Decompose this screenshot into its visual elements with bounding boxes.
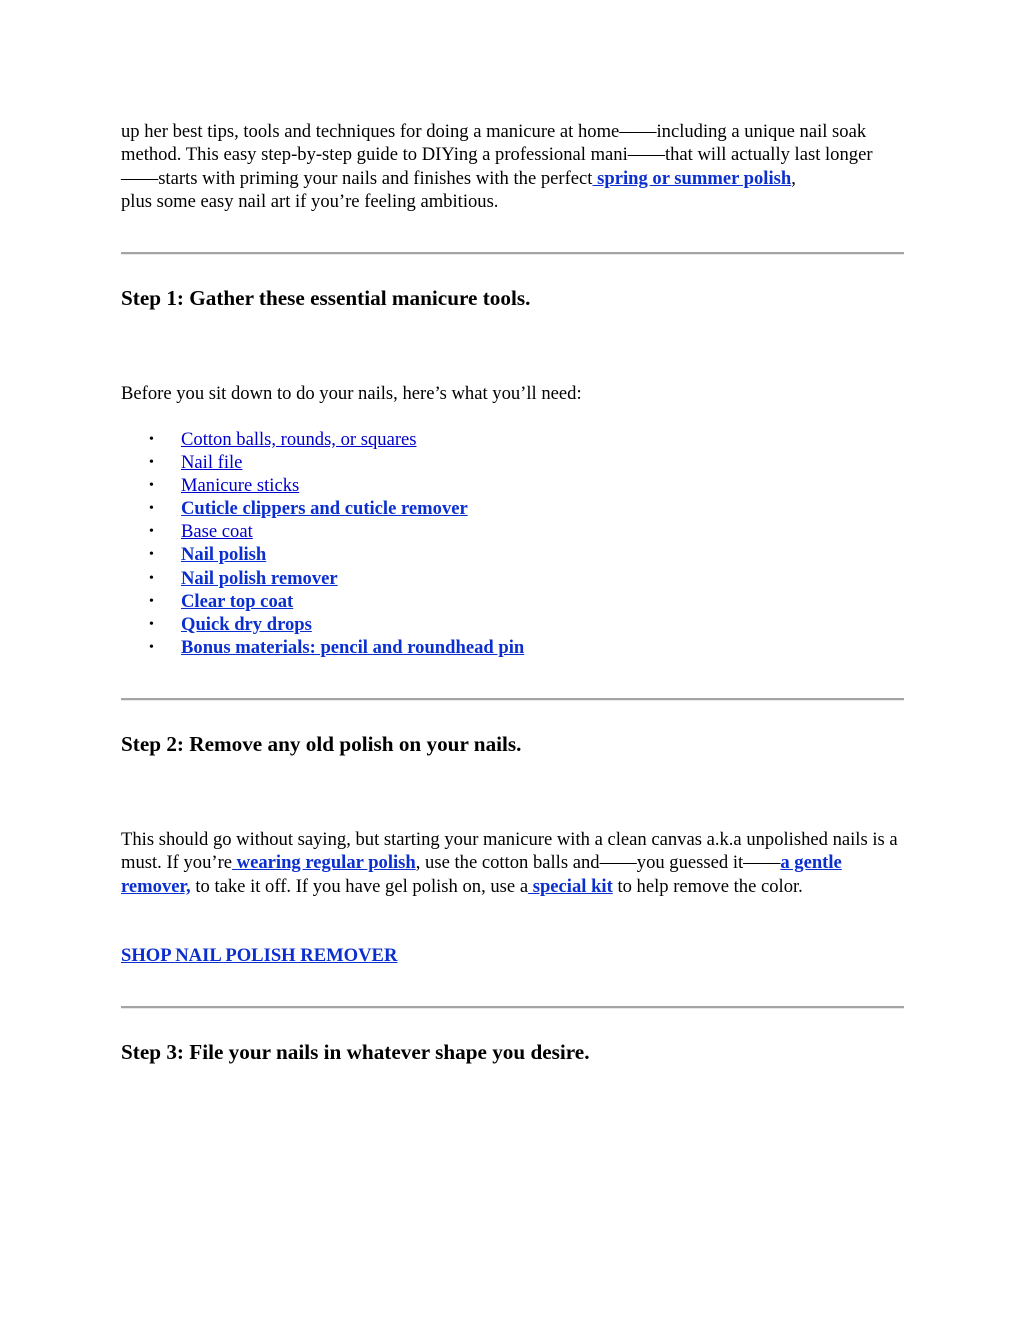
special-kit-link[interactable]: special kit: [528, 875, 613, 897]
list-item: [121, 567, 524, 590]
tool-link-base-coat[interactable]: Base coat: [181, 521, 253, 543]
list-item: [121, 520, 524, 543]
bullet: •: [149, 639, 154, 655]
intro-comma: ,: [791, 167, 796, 189]
gentle-remover-link[interactable]: a gentle remover,: [121, 852, 842, 897]
list-item: [121, 613, 524, 636]
divider-1: [121, 252, 904, 255]
spring-summer-polish-link[interactable]: spring or summer polish: [592, 167, 792, 189]
bullet: •: [149, 570, 154, 586]
bullet: •: [149, 524, 154, 540]
bullet: •: [149, 501, 154, 517]
tools-list: [121, 428, 524, 659]
step2-text: This should go without saying, but starting your manicure with a clean canvas a.k.a unpolished nails is a must. If you’re: [121, 829, 898, 874]
bullet: •: [149, 593, 154, 609]
step2-paragraph: [121, 828, 904, 898]
shop-nail-polish-remover-link[interactable]: SHOP NAIL POLISH REMOVER: [121, 945, 398, 966]
tool-link-nail-polish-remover[interactable]: Nail polish remover: [181, 567, 338, 589]
list-item: [121, 428, 524, 451]
regular-polish-link[interactable]: wearing regular polish: [232, 852, 416, 874]
step1-lead: Before you sit down to do your nails, here’s what you’ll need:: [121, 383, 582, 404]
bullet: •: [149, 455, 154, 471]
list-item: [121, 543, 524, 566]
intro-paragraph: [121, 120, 904, 213]
shop-link-wrapper: [121, 944, 397, 967]
bullet: •: [149, 478, 154, 494]
step2-text: to help remove the color.: [612, 875, 803, 897]
list-item: [121, 636, 524, 659]
bullet: •: [149, 616, 154, 632]
list-item: [121, 497, 524, 520]
tool-link-nail-polish[interactable]: Nail polish: [181, 544, 267, 566]
tool-link-clear-top-coat[interactable]: Clear top coat: [181, 590, 294, 612]
list-item: [121, 590, 524, 613]
step2-text: to take it off. If you have gel polish on, use a: [190, 875, 529, 897]
step1-heading: Step 1: Gather these essential manicure tools.: [121, 286, 531, 310]
tool-link-cotton-balls[interactable]: Cotton balls, rounds, or squares: [181, 429, 417, 450]
tool-link-cuticle-clippers[interactable]: Cuticle clippers and cuticle remover: [181, 498, 468, 520]
intro-text: up her best tips, tools and techniques for doing a manicure at home——including a unique nail soak method. This easy step-by-step guide to DIYing a professional mani——that will actually last longer——starts with priming your nails and finishes with the perfect: [121, 121, 873, 189]
tool-link-nail-file[interactable]: Nail file: [181, 452, 243, 474]
list-item: [121, 451, 524, 474]
tool-link-quick-dry-drops[interactable]: Quick dry drops: [181, 613, 312, 635]
divider-3: [121, 1006, 904, 1009]
bullet: •: [149, 432, 154, 447]
step3-heading: Step 3: File your nails in whatever shape you desire.: [121, 1040, 590, 1064]
intro-text-end: plus some easy nail art if you’re feeling ambitious.: [121, 190, 499, 212]
bullet: •: [149, 547, 154, 563]
tool-link-bonus-materials[interactable]: Bonus materials: pencil and roundhead pin: [181, 636, 525, 658]
tool-link-manicure-sticks[interactable]: Manicure sticks: [181, 475, 300, 497]
step2-heading: Step 2: Remove any old polish on your nails.: [121, 732, 522, 756]
divider-2: [121, 698, 904, 701]
list-item: [121, 474, 524, 497]
step2-text: , use the cotton balls and——you guessed it——: [415, 852, 781, 874]
